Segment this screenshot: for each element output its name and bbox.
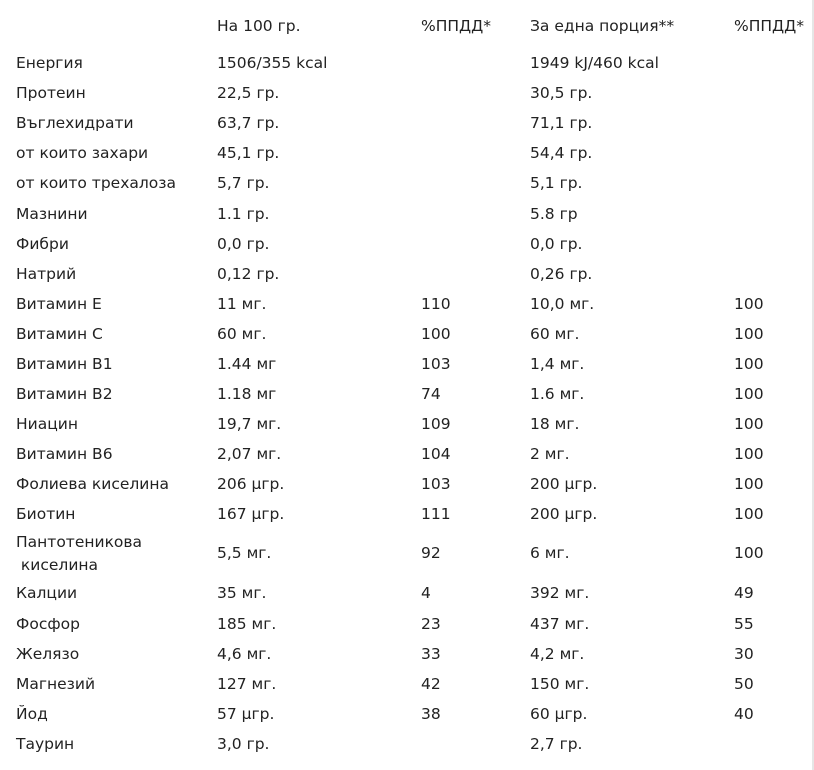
rda-serving-value: 100 [734,445,764,463]
per-serving-value: 0,26 гр. [530,265,593,283]
rda-serving-value: 40 [734,705,754,723]
rda-100g-value: 104 [421,445,451,463]
rda-100g-value: 110 [421,295,451,313]
rda-serving-value: 55 [734,615,754,633]
per-serving-value: 10,0 мг. [530,295,595,313]
row-label: Фолиева киселина [16,475,170,493]
row-label-multiline [16,531,196,577]
per-serving-value: 1,4 мг. [530,355,585,373]
row-label: Биотин [16,505,76,523]
rda-serving-value: 100 [734,544,764,562]
per-100g-value: 1.1 гр. [217,205,270,223]
per-serving-value: 60 мг. [530,325,580,343]
per-100g-value: 5,5 мг. [217,544,272,562]
rda-serving-value: 100 [734,475,764,493]
per-100g-value: 5,7 гр. [217,174,270,192]
per-100g-value: 35 мг. [217,584,267,602]
per-serving-value: 5.8 гр [530,205,578,223]
rda-100g-value: 33 [421,645,441,663]
row-label: Витамин В2 [16,385,113,403]
per-100g-value: 57 μгр. [217,705,275,723]
row-label: Въглехидрати [16,114,134,132]
per-100g-value: 60 мг. [217,325,267,343]
row-label: Мазнини [16,205,88,223]
row-label: Витамин Е [16,295,102,313]
row-label: Витамин В1 [16,355,113,373]
per-serving-value: 437 мг. [530,615,590,633]
per-serving-value: 200 μгр. [530,475,598,493]
per-100g-value: 0,0 гр. [217,235,270,253]
per-serving-value: 2,7 гр. [530,735,583,753]
rda-serving-value: 100 [734,385,764,403]
rda-100g-value: 100 [421,325,451,343]
row-label-line-1: Пантотеникова [16,533,143,551]
header-rda-2: %ППДД* [734,17,805,35]
per-100g-value: 11 мг. [217,295,267,313]
per-serving-value: 392 мг. [530,584,590,602]
rda-serving-value: 100 [734,505,764,523]
per-100g-value: 1.44 мг [217,355,277,373]
rda-100g-value: 74 [421,385,441,403]
per-100g-value: 4,6 мг. [217,645,272,663]
rda-100g-value: 92 [421,544,441,562]
rda-100g-value: 103 [421,355,451,373]
header-per-100g: На 100 гр. [217,17,301,35]
per-100g-value: 0,12 гр. [217,265,280,283]
row-label: Таурин [16,735,75,753]
rda-100g-value: 38 [421,705,441,723]
per-100g-value: 3,0 гр. [217,735,270,753]
row-label-line-2: киселина [16,556,99,574]
rda-100g-value: 109 [421,415,451,433]
row-label: Йод [16,705,48,723]
per-100g-value: 206 μгр. [217,475,285,493]
per-serving-value: 71,1 гр. [530,114,593,132]
per-serving-value: 30,5 гр. [530,84,593,102]
header-rda-1: %ППДД* [421,17,492,35]
per-100g-value: 63,7 гр. [217,114,280,132]
per-100g-value: 2,07 мг. [217,445,282,463]
per-100g-value: 22,5 гр. [217,84,280,102]
per-100g-value: 127 мг. [217,675,277,693]
rda-serving-value: 50 [734,675,754,693]
per-100g-value: 45,1 гр. [217,144,280,162]
per-100g-value: 167 μгр. [217,505,285,523]
per-100g-value: 1.18 мг [217,385,277,403]
per-serving-value: 4,2 мг. [530,645,585,663]
row-label: Витамин В6 [16,445,113,463]
per-100g-value: 1506/355 kcal [217,54,328,72]
rda-100g-value: 23 [421,615,441,633]
row-label: Витамин С [16,325,103,343]
header-per-serving: За една порция** [530,17,675,35]
per-100g-value: 185 мг. [217,615,277,633]
row-label: Калции [16,584,78,602]
row-label: от които захари [16,144,149,162]
per-serving-value: 1.6 мг. [530,385,585,403]
rda-serving-value: 30 [734,645,754,663]
per-serving-value: 54,4 гр. [530,144,593,162]
row-label: Протеин [16,84,86,102]
per-serving-value: 0,0 гр. [530,235,583,253]
rda-100g-value: 111 [421,505,451,523]
rda-100g-value: 4 [421,584,431,602]
row-label: Енергия [16,54,83,72]
per-serving-value: 200 μгр. [530,505,598,523]
per-serving-value: 1949 kJ/460 kcal [530,54,659,72]
rda-100g-value: 42 [421,675,441,693]
rda-100g-value: 103 [421,475,451,493]
row-label: Желязо [16,645,80,663]
per-serving-value: 5,1 гр. [530,174,583,192]
per-serving-value: 6 мг. [530,544,570,562]
row-label: Магнезий [16,675,96,693]
row-label: Фосфор [16,615,80,633]
per-serving-value: 60 μгр. [530,705,588,723]
rda-serving-value: 100 [734,325,764,343]
per-100g-value: 19,7 мг. [217,415,282,433]
row-label: Натрий [16,265,77,283]
per-serving-value: 150 мг. [530,675,590,693]
rda-serving-value: 49 [734,584,754,602]
row-label: Ниацин [16,415,78,433]
row-label: от които трехалоза [16,174,177,192]
row-label: Фибри [16,235,69,253]
rda-serving-value: 100 [734,295,764,313]
rda-serving-value: 100 [734,355,764,373]
rda-serving-value: 100 [734,415,764,433]
per-serving-value: 18 мг. [530,415,580,433]
per-serving-value: 2 мг. [530,445,570,463]
